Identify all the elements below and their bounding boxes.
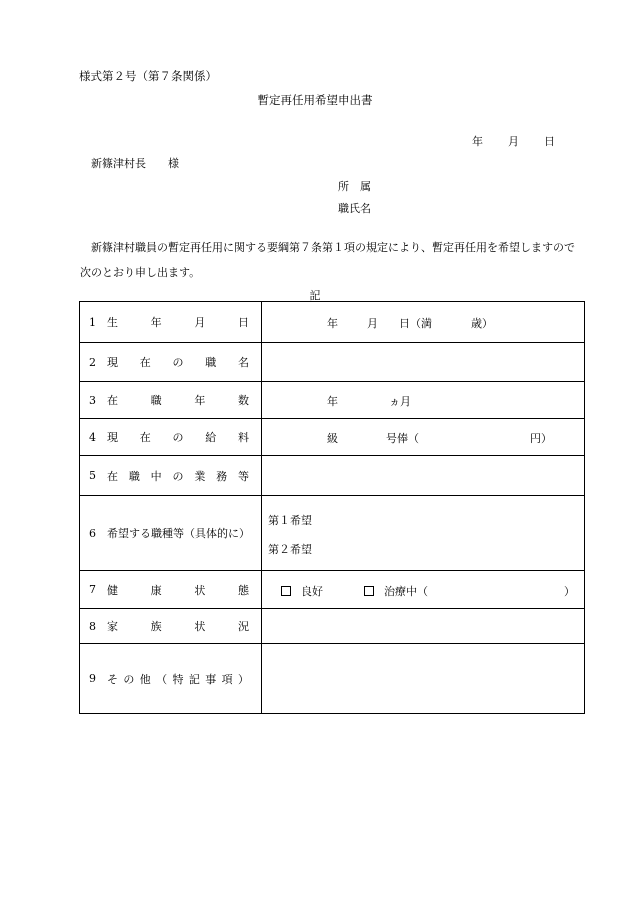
label-char: （: [156, 672, 168, 686]
addressee: [91, 155, 179, 171]
service-month-unit: ヵ月: [389, 395, 411, 408]
birth-year-unit: 年: [327, 317, 338, 330]
label-char: の: [123, 672, 135, 686]
label-char: 事: [205, 672, 217, 686]
family-field[interactable]: [262, 609, 585, 644]
row-number: 1: [89, 315, 96, 329]
label-char: の: [172, 431, 184, 444]
label-char: 現: [107, 431, 118, 444]
label-char: 在: [107, 394, 118, 407]
row-label-current-salary: [80, 419, 262, 456]
row-number: 2: [89, 355, 96, 369]
current-position-field[interactable]: [262, 343, 585, 382]
label-char: の: [172, 469, 184, 483]
row-number: 3: [89, 393, 96, 407]
addressee-name: 新篠津村長: [91, 157, 146, 170]
row-label-health: [80, 571, 262, 609]
affiliation-label: 所 属: [338, 180, 371, 193]
label-char: 状: [194, 620, 206, 633]
table-row: [80, 419, 585, 456]
table-row: [80, 496, 585, 571]
table-row: [80, 343, 585, 382]
birthdate-field[interactable]: [262, 302, 585, 343]
label-char: 現: [107, 356, 118, 369]
health-close-paren: ）: [564, 585, 575, 598]
label-char: 給: [205, 431, 217, 444]
label-char: 族: [150, 620, 162, 633]
label-char: 状: [194, 583, 206, 597]
label-char: 務: [216, 469, 228, 483]
label-char: 職: [128, 469, 140, 483]
duties-field[interactable]: [262, 456, 585, 496]
row-number: 5: [89, 469, 96, 482]
row-label-duties: [80, 456, 262, 496]
label-char: 在: [107, 469, 118, 483]
label-char: 日: [237, 316, 249, 329]
health-good-option[interactable]: [281, 583, 323, 599]
row-label-years-of-service: [80, 382, 262, 419]
other-notes-field[interactable]: [262, 644, 585, 714]
desired-job-label: 希望する職種等（具体的に）: [107, 527, 250, 540]
applicant-name-label: 職氏名: [338, 202, 371, 215]
row-number: 6: [89, 526, 96, 540]
label-char: 等: [237, 469, 249, 483]
label-char: 記: [188, 672, 200, 686]
label-char: 家: [107, 620, 118, 633]
date-day-label: 日: [544, 135, 555, 148]
table-row: [80, 609, 585, 644]
checkbox-icon[interactable]: [281, 586, 291, 596]
salary-step-unit: 号俸（: [386, 432, 419, 445]
desired-job-field[interactable]: [262, 496, 585, 571]
salary-yen-unit: 円）: [530, 432, 552, 445]
salary-grade-unit: 級: [327, 432, 338, 445]
label-char: ）: [238, 672, 249, 686]
birth-day-unit: 日（満: [399, 317, 432, 330]
label-char: 況: [237, 620, 249, 633]
form-number: 様式第２号（第７条関係）: [79, 69, 217, 83]
label-char: 態: [237, 583, 249, 597]
years-of-service-field[interactable]: [262, 382, 585, 419]
label-char: の: [172, 356, 184, 369]
label-char: 年: [194, 394, 206, 407]
birth-month-unit: 月: [367, 317, 378, 330]
table-row: [80, 302, 585, 343]
label-char: 名: [238, 356, 249, 369]
health-field: [262, 571, 585, 609]
label-char: 料: [238, 431, 249, 444]
addressee-honorific: 様: [168, 157, 179, 170]
health-treating-option[interactable]: [364, 583, 428, 599]
table-row: [80, 456, 585, 496]
document-title: 暫定再任用希望申出書: [257, 93, 373, 107]
first-choice-label: 第１希望: [268, 514, 312, 527]
date-month-label: 月: [508, 135, 519, 148]
date-year-label: 年: [472, 135, 483, 148]
table-row: [80, 571, 585, 609]
label-char: 年: [150, 316, 162, 329]
table-row: [80, 644, 585, 714]
label-char: 在: [139, 431, 151, 444]
label-char: 中: [150, 469, 162, 483]
service-year-unit: 年: [327, 395, 338, 408]
label-char: 在: [139, 356, 151, 369]
checkbox-icon[interactable]: [364, 586, 374, 596]
second-choice-label: 第２希望: [268, 543, 312, 556]
label-char: 健: [107, 583, 118, 597]
age-unit: 歳）: [471, 317, 493, 330]
label-char: 業: [194, 469, 206, 483]
row-label-desired-job: [80, 496, 262, 571]
label-char: 他: [139, 672, 151, 686]
health-good-label: 良好: [301, 585, 323, 598]
current-salary-field[interactable]: [262, 419, 585, 456]
label-char: 康: [150, 583, 162, 597]
health-treating-label: 治療中（: [384, 585, 428, 598]
row-label-birthdate: [80, 302, 262, 343]
ki-label: 記: [309, 289, 321, 302]
label-char: 職: [150, 394, 162, 407]
row-label-family: [80, 609, 262, 644]
application-table: [79, 301, 585, 714]
label-char: 生: [107, 316, 118, 329]
label-char: 職: [205, 356, 217, 369]
label-char: そ: [107, 672, 118, 686]
table-row: [80, 382, 585, 419]
label-char: 項: [221, 672, 233, 686]
body-text: 新篠津村職員の暫定再任用に関する要綱第７条第１項の規定により、暫定再任用を希望しますので次のとおり申し出ます。: [80, 241, 575, 279]
label-char: 月: [194, 316, 206, 329]
row-label-current-position: [80, 343, 262, 382]
row-number: 7: [89, 583, 96, 596]
row-label-other: [80, 644, 262, 714]
row-number: 9: [89, 672, 96, 685]
row-number: 4: [89, 430, 96, 444]
label-char: 特: [172, 672, 184, 686]
label-char: 数: [237, 394, 249, 407]
date-line: [472, 133, 555, 149]
row-number: 8: [89, 619, 96, 633]
